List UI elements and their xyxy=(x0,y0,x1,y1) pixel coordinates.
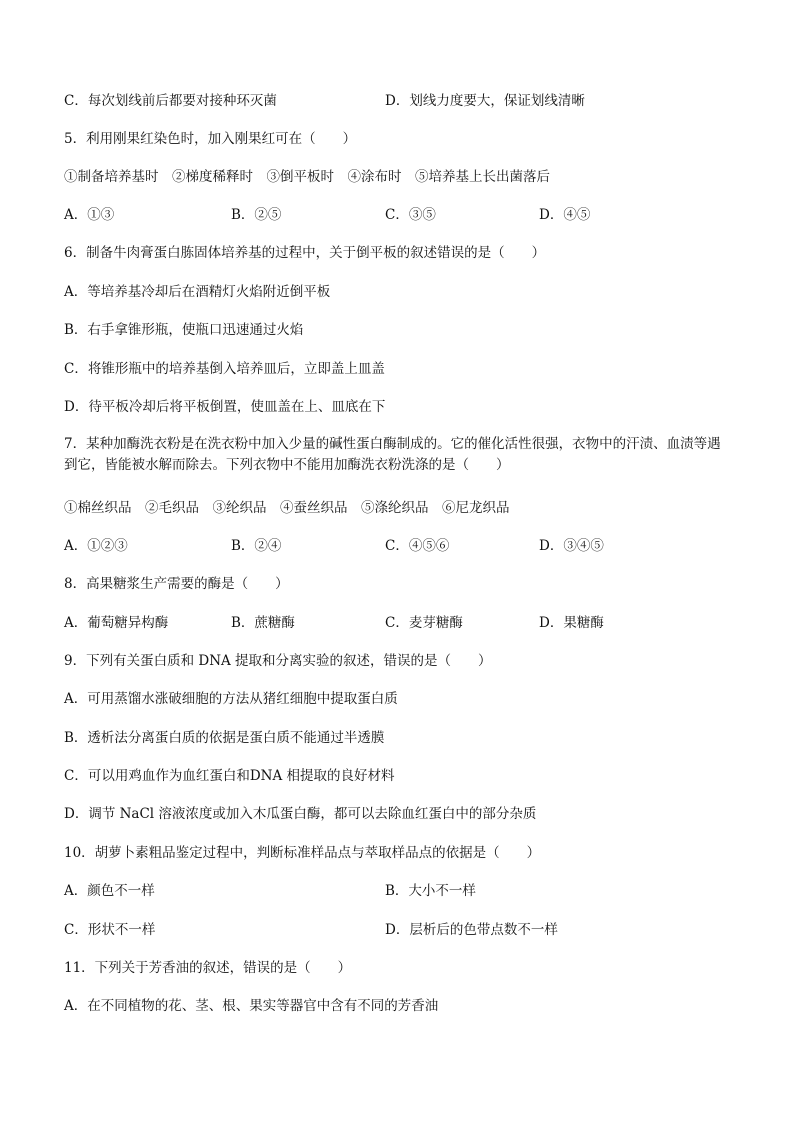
q7-option-b: B．②④ xyxy=(231,538,282,554)
q9-option-d: D．调节 NaCl 溶液浓度或加入木瓜蛋白酶，都可以去除血红蛋白中的部分杂质 xyxy=(64,806,537,822)
q9-option-c: C．可以用鸡血作为血红蛋白和DNA 相提取的良好材料 xyxy=(64,768,395,784)
q10-option-c: C．形状不一样 xyxy=(64,922,156,938)
q7-items: ①棉丝织品 ②毛织品 ③纶织品 ④蚕丝织品 ⑤涤纶织品 ⑥尼龙织品 xyxy=(64,500,510,516)
q8-stem: 8．高果糖浆生产需要的酶是（ ） xyxy=(64,576,289,592)
q5-option-b: B．②⑤ xyxy=(231,207,282,223)
q9-stem: 9．下列有关蛋白质和 DNA 提取和分离实验的叙述，错误的是（ ） xyxy=(64,653,492,669)
q10-option-a: A．颜色不一样 xyxy=(64,883,155,899)
q4-option-d: D．划线力度要大，保证划线清晰 xyxy=(385,93,585,109)
q7-option-d: D．③④⑤ xyxy=(539,538,604,554)
q6-stem: 6．制备牛肉膏蛋白胨固体培养基的过程中，关于倒平板的叙述错误的是（ ） xyxy=(64,245,546,261)
q7-stem: 7．某种加酶洗衣粉是在洗衣粉中加入少量的碱性蛋白酶制成的。它的催化活性很强，衣物中的汗渍、血渍等遇到它，皆能被水解而除去。下列衣物中不能用加酶洗衣粉洗涤的是（ ） xyxy=(64,436,721,473)
q5-items: ①制备培养基时 ②梯度稀释时 ③倒平板时 ④涂布时 ⑤培养基上长出菌落后 xyxy=(64,169,550,185)
q5-option-a: A．①③ xyxy=(64,207,115,223)
q9-option-b: B．透析法分离蛋白质的依据是蛋白质不能通过半透膜 xyxy=(64,730,385,746)
q8-option-c: C．麦芽糖酶 xyxy=(385,615,463,631)
q6-option-c: C．将锥形瓶中的培养基倒入培养皿后，立即盖上皿盖 xyxy=(64,361,385,377)
q5-option-c: C．③⑤ xyxy=(385,207,436,223)
q7-option-c: C．④⑤⑥ xyxy=(385,538,450,554)
q4-option-c: C．每次划线前后都要对接种环灭菌 xyxy=(64,93,277,109)
q6-option-b: B．右手拿锥形瓶，使瓶口迅速通过火焰 xyxy=(64,322,304,338)
q10-option-b: B．大小不一样 xyxy=(385,883,476,899)
q10-stem: 10．胡萝卜素粗品鉴定过程中，判断标准样品点与萃取样品点的依据是（ ） xyxy=(64,845,541,861)
q10-option-d: D．层析后的色带点数不一样 xyxy=(385,922,558,938)
q8-option-b: B．蔗糖酶 xyxy=(231,615,295,631)
q11-option-a: A．在不同植物的花、茎、根、果实等器官中含有不同的芳香油 xyxy=(64,998,439,1014)
q5-option-d: D．④⑤ xyxy=(539,207,591,223)
q7-option-a: A．①②③ xyxy=(64,538,128,554)
q6-option-a: A．等培养基冷却后在酒精灯火焰附近倒平板 xyxy=(64,284,331,300)
q5-stem: 5．利用刚果红染色时，加入刚果红可在（ ） xyxy=(64,131,357,147)
q6-option-d: D．待平板冷却后将平板倒置，使皿盖在上、皿底在下 xyxy=(64,399,386,415)
q9-option-a: A．可用蒸馏水涨破细胞的方法从猪红细胞中提取蛋白质 xyxy=(64,691,398,707)
q11-stem: 11．下列关于芳香油的叙述，错误的是（ ） xyxy=(64,960,352,976)
q8-option-a: A．葡萄糖异构酶 xyxy=(64,615,169,631)
q8-option-d: D．果糖酶 xyxy=(539,615,604,631)
